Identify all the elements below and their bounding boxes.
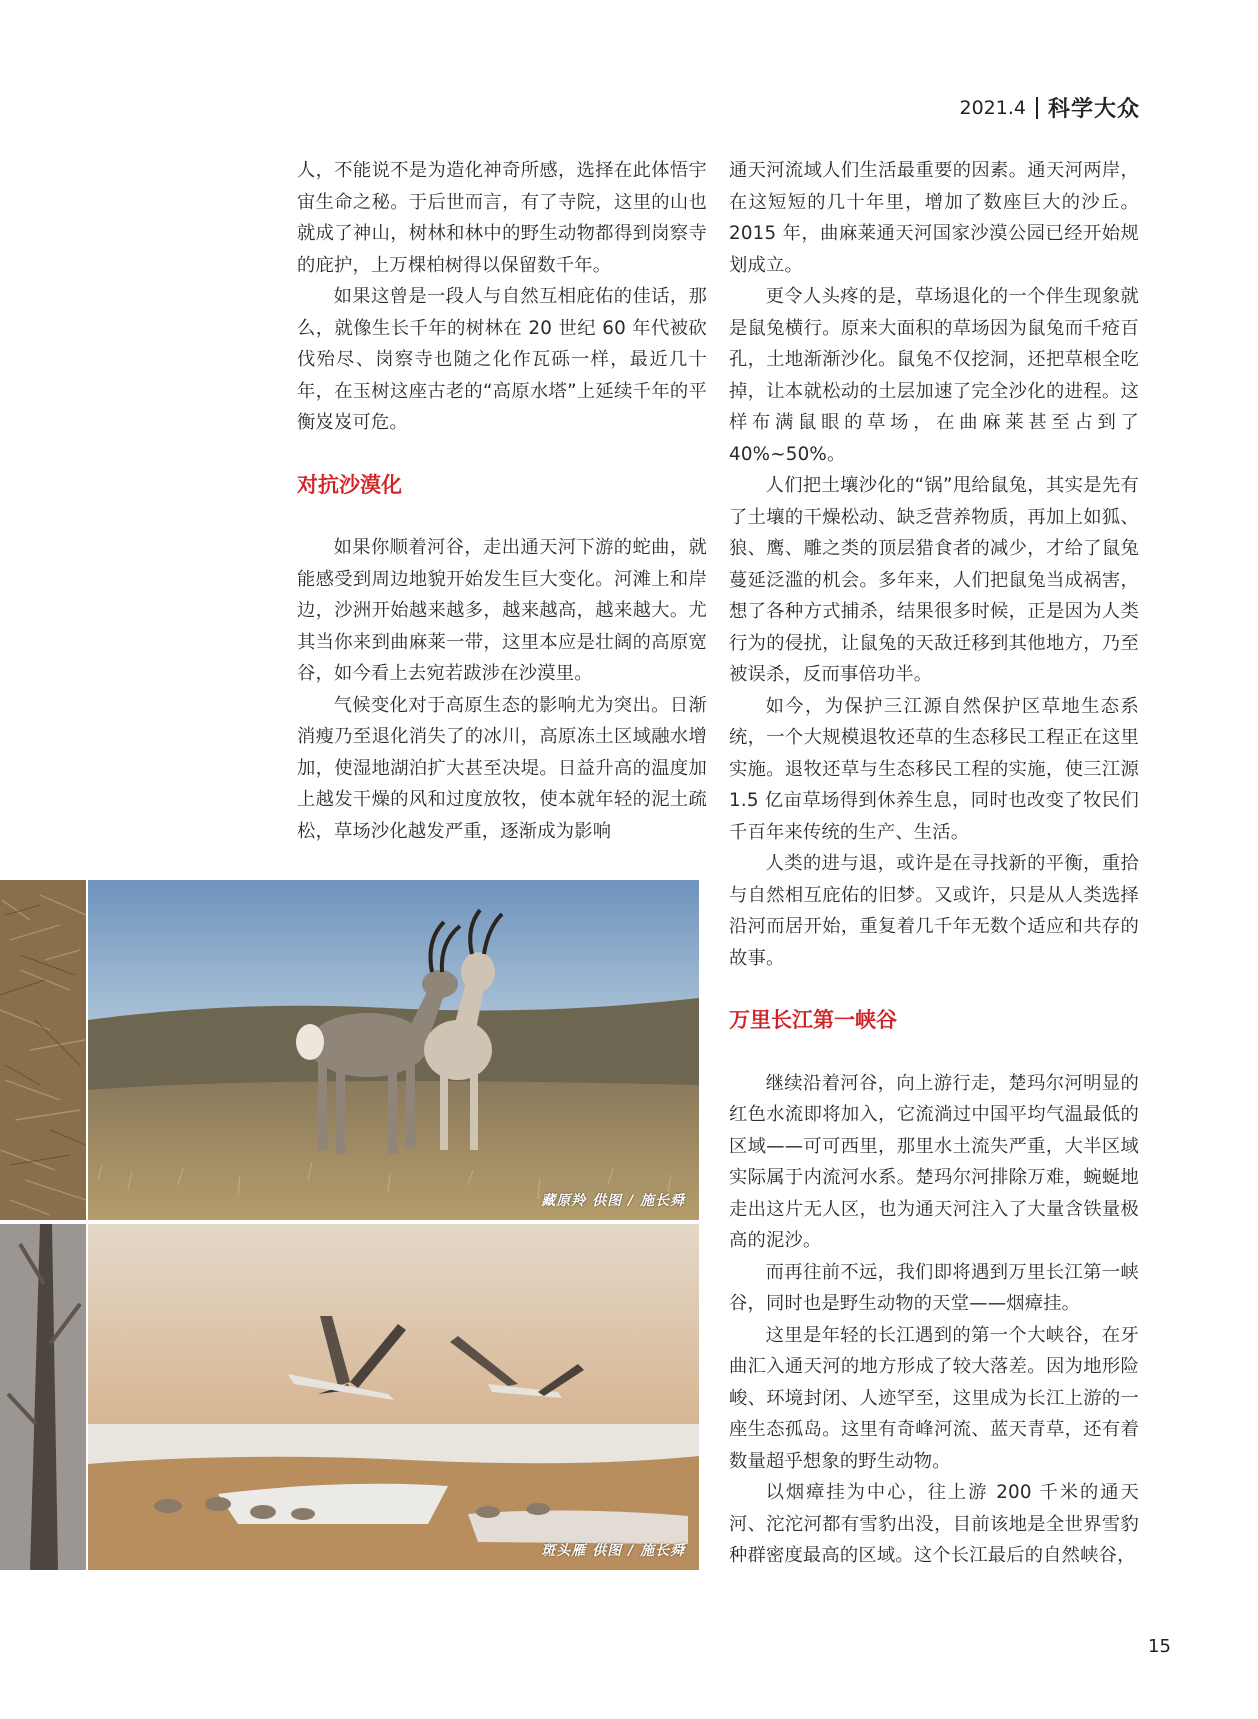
geese-photo <box>88 1224 699 1570</box>
tree-trunk-photo <box>0 1224 86 1570</box>
paragraph: 人们把土壤沙化的“锅”甩给鼠兔，其实是先有了土壤的干燥松动、缺乏营养物质，再加上如狐、狼、鹰、雕之类的顶层猎食者的减少，才给了鼠兔蔓延泛滥的机会。多年来，人们把鼠兔当成祸害，想了各种方式捕杀，结果很多时候，正是因为人类行为的侵扰，让鼠兔的天敌迁移到其他地方，乃至被误杀，反而事倍功半。 <box>729 475 1139 685</box>
paragraph: 气候变化对于高原生态的影响尤为突出。日渐消瘦乃至退化消失了的冰川，高原冻土区域融水增加，使湿地湖泊扩大甚至决堤。日益升高的温度加上越发干燥的风和过度放牧，使本就年轻的泥土疏松，草场沙化越发严重，逐渐成为影响 <box>297 694 707 842</box>
left-column <box>297 155 707 847</box>
right-column <box>729 155 1139 1572</box>
issue-number: 2021.4 <box>959 96 1026 119</box>
paragraph: 这里是年轻的长江遇到的第一个大峡谷，在牙曲汇入通天河的地方形成了较大落差。因为地形险峻、环境封闭、人迹罕至，这里成为长江上游的一座生态孤岛。这里有奇峰河流、蓝天青草，还有着数量超乎想象的野生动物。 <box>729 1324 1139 1472</box>
paragraph: 而再往前不远，我们即将遇到万里长江第一峡谷，同时也是野生动物的天堂——烟瘴挂。 <box>729 1261 1139 1314</box>
header-divider <box>1036 97 1038 119</box>
section-heading: 对抗沙漠化 <box>297 472 402 497</box>
paragraph: 更令人头疼的是，草场退化的一个伴生现象就是鼠兔横行。原来大面积的草场因为鼠兔而千疮百孔，土地渐渐沙化。鼠兔不仅挖洞，还把草根全吃掉，让本就松动的土层加速了完全沙化的进程。这样布满鼠眼的草场，在曲麻莱甚至占到了 40%~50%。 <box>729 286 1139 465</box>
paragraph: 人类的进与退，或许是在寻找新的平衡，重拾与自然相互庇佑的旧梦。又或许，只是从人类选择沿河而居开始，重复着几千年无数个适应和共存的故事。 <box>729 853 1139 969</box>
paragraph: 如果这曾是一段人与自然互相庇佑的佳话，那么，就像生长千年的树林在 20 世纪 60 年代被砍伐殆尽、岗察寺也随之化作瓦砾一样，最近几十年，在玉树这座古老的“高原水塔”上延续千年的平衡岌岌可危。 <box>297 286 707 433</box>
paragraph: 如今，为保护三江源自然保护区草地生态系统，一个大规模退牧还草的生态移民工程正在这里实施。退牧还草与生态移民工程的实施，使三江源 1.5 亿亩草场得到休养生息，同时也改变了牧民们千百年来传统的生产、生活。 <box>729 695 1139 843</box>
photo-collage <box>0 880 700 1570</box>
paragraph: 如果你顺着河谷，走出通天河下游的蛇曲，就能感受到周边地貌开始发生巨大变化。河滩上和岸边，沙洲开始越来越多，越来越高，越来越大。尤其当你来到曲麻莱一带，这里本应是壮阔的高原宽谷，如今看上去宛若跋涉在沙漠里。 <box>297 537 707 684</box>
photo-caption: 斑头雁 供图 / 施长舜 <box>541 1543 685 1559</box>
paragraph: 人，不能说不是为造化神奇所感，选择在此体悟宇宙生命之秘。于后世而言，有了寺院，这里的山也就成了神山，树林和林中的野生动物都得到岗察寺的庇护，上万棵柏树得以保留数千年。 <box>297 160 707 276</box>
page-number: 15 <box>1148 1636 1171 1657</box>
paragraph: 继续沿着河谷，向上游行走，楚玛尔河明显的红色水流即将加入，它流淌过中国平均气温最低的区域——可可西里，那里水土流失严重，大半区域实际属于内流河水系。楚玛尔河排除万难，蜿蜒地走出这片无人区，也为通天河注入了大量含铁量极高的泥沙。 <box>729 1072 1139 1251</box>
paragraph: 通天河流域人们生活最重要的因素。通天河两岸，在这短短的几十年里，增加了数座巨大的沙丘。2015 年，曲麻莱通天河国家沙漠公园已经开始规划成立。 <box>729 160 1139 276</box>
photo-caption: 藏原羚 供图 / 施长舜 <box>541 1193 685 1209</box>
gazelle-photo <box>88 880 699 1220</box>
page-header <box>960 92 1141 123</box>
paragraph: 以烟瘴挂为中心，往上游 200 千米的通天河、沱沱河都有雪豹出没，目前该地是全世界雪豹种群密度最高的区域。这个长江最后的自然峡谷， <box>729 1482 1139 1566</box>
grass-texture-photo <box>0 880 86 1220</box>
section-heading: 万里长江第一峡谷 <box>729 1008 897 1032</box>
magazine-logo: 科学大众 <box>1047 96 1140 122</box>
